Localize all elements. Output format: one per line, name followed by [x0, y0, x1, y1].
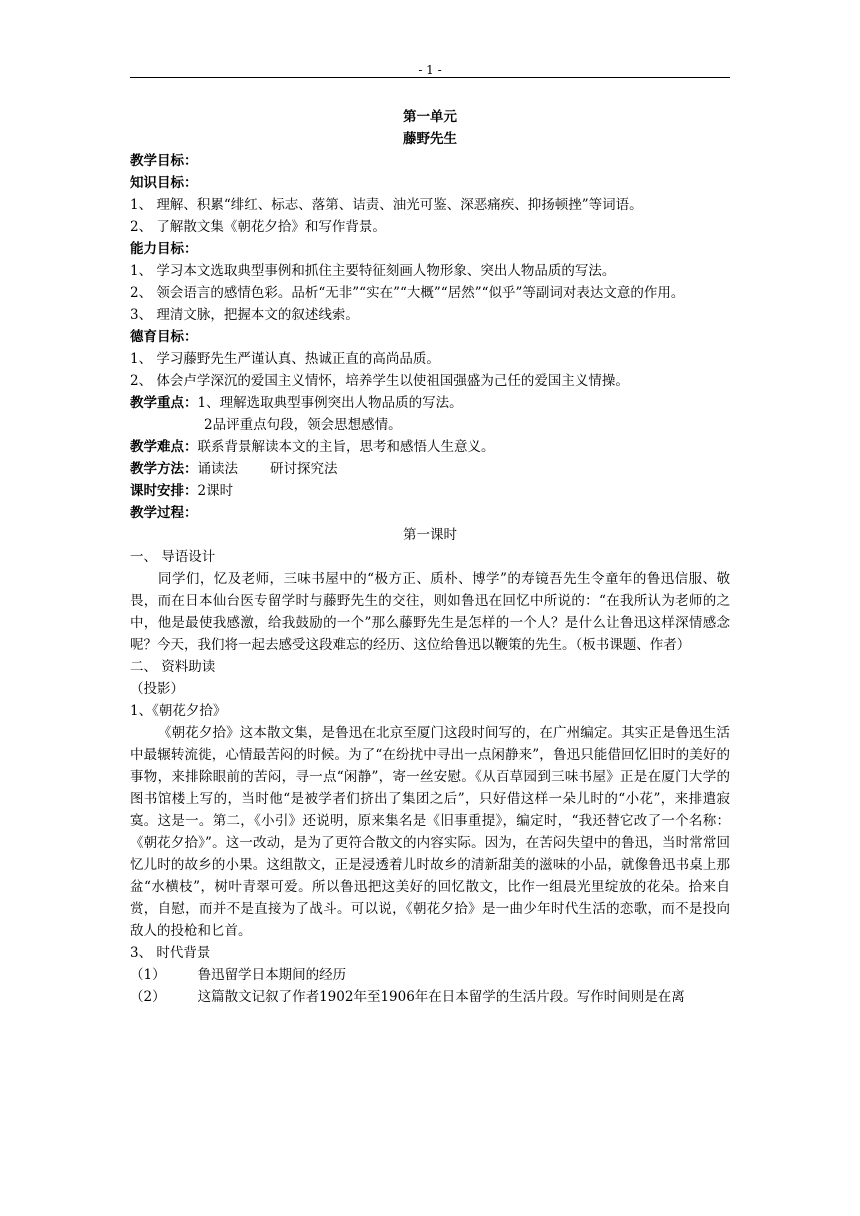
background-item-1 — [130, 964, 730, 986]
background-heading: 3、 时代背景 — [130, 945, 211, 961]
projection-note: （投影） — [130, 681, 184, 697]
ability-item: 2、 领会语言的感情色彩。品析“无非”“实在”“大概”“居然”“似乎”等副词对表达文意的作用。 — [130, 285, 685, 301]
background-item-2-number: （2） — [130, 989, 166, 1005]
process-heading: 教学过程： — [130, 505, 198, 521]
document-body — [130, 106, 730, 1008]
ability-heading: 能力目标： — [130, 241, 198, 257]
difficulty-text: 联系背景解读本文的主旨，思考和感悟人生意义。 — [197, 439, 495, 455]
materials-heading: 二、 资料助读 — [130, 659, 216, 675]
background-item-2-text: 这篇散文记叙了作者1902年至1906年在日本留学的生活片段。写作时间则是在离 — [197, 989, 685, 1005]
difficulty-label: 教学难点： — [130, 439, 198, 455]
method-2: 研讨探究法 — [270, 461, 338, 477]
book-heading: 1、《朝花夕拾》 — [130, 703, 227, 719]
knowledge-heading: 知识目标： — [130, 175, 198, 191]
methods-label: 教学方法： — [130, 461, 198, 477]
key-points-line1: 1、理解选取典型事例突出人物品质的写法。 — [197, 395, 463, 411]
difficulty — [130, 436, 730, 458]
background-item-2 — [130, 986, 730, 1008]
knowledge-item: 2、 了解散文集《朝花夕拾》和写作背景。 — [130, 219, 386, 235]
background-item-1-number: （1） — [130, 967, 166, 983]
header-rule — [130, 77, 730, 78]
moral-heading: 德育目标： — [130, 329, 198, 345]
moral-item: 1、 学习藤野先生严谨认真、热诚正直的高尚品质。 — [130, 351, 440, 367]
intro-heading: 一、 导语设计 — [130, 549, 216, 565]
intro-paragraph: 同学们，忆及老师，三味书屋中的“极方正、质朴、博学”的寿镜吾先生令童年的鲁迅信服、敬畏，而在日本仙台医专留学时与藤野先生的交往，则如鲁迅在回忆中所说的：“在我所认为老师的之中，他是最使我感激，给我鼓励的一个”那么藤野先生是怎样的一个人？是什么让鲁迅这样深情感念呢？今天，我们将一起去感受这段难忘的经历、这位给鲁迅以鞭策的先生。（板书课题、作者） — [130, 571, 730, 653]
schedule — [130, 480, 730, 502]
knowledge-item: 1、 理解、积累“绯红、标志、落第、诘责、油光可鉴、深恶痛疾、抑扬顿挫”等词语。 — [130, 197, 643, 213]
moral-item: 2、 体会卢学深沉的爱国主义情怀，培养学生以使祖国强盛为己任的爱国主义情操。 — [130, 373, 629, 389]
key-points-label: 教学重点： — [130, 395, 198, 411]
background-item-1-text: 鲁迅留学日本期间的经历 — [197, 967, 347, 983]
lesson-title: 藤野先生 — [403, 131, 457, 147]
schedule-label: 课时安排： — [130, 483, 198, 499]
ability-item: 1、 学习本文选取典型事例和抓住主要特征刻画人物形象、突出人物品质的写法。 — [130, 263, 616, 279]
objectives-heading: 教学目标： — [130, 153, 198, 169]
schedule-text: 2课时 — [197, 483, 234, 499]
method-1: 诵读法 — [197, 461, 238, 477]
book-paragraph: 《朝花夕拾》这本散文集，是鲁迅在北京至厦门这段时间写的，在广州编定。其实正是鲁迅生活中最辗转流徙，心情最苦闷的时候。为了“在纷扰中寻出一点闲静来”，鲁迅只能借回忆旧时的美好的事物，来排除眼前的苦闷，寻一点“闲静”，寄一丝安慰。《从百草园到三味书屋》正是在厦门大学的图书馆楼上写的，当时他“是被学者们挤出了集团之后”，只好借这样一朵儿时的“小花”，来排遣寂寞。这是一。第二，《小引》还说明，原来集名是《旧事重提》，编定时，“我还替它改了一个名称：《朝花夕拾》”。这一改动，是为了更符合散文的内容实际。因为，在苦闷失望中的鲁迅，当时常常回忆儿时的故乡的小果。这组散文，正是浸透着儿时故乡的清新甜美的滋味的小品，就像鲁迅书桌上那盆“水横枝”，树叶青翠可爱。所以鲁迅把这美好的回忆散文，比作一组晨光里绽放的花朵。拾来自赏，自慰，而并不是直接为了战斗。可以说，《朝花夕拾》是一曲少年时代生活的恋歌，而不是投向敌人的投枪和匕首。 — [130, 725, 730, 939]
first-lesson-title: 第一课时 — [403, 527, 457, 543]
page-number: - 1 - — [418, 63, 442, 77]
key-points-line2: 2品评重点句段，领会思想感情。 — [204, 417, 402, 433]
key-points — [130, 392, 730, 414]
unit-title: 第一单元 — [403, 109, 457, 125]
methods — [130, 458, 730, 480]
ability-item: 3、 理清文脉，把握本文的叙述线索。 — [130, 307, 359, 323]
